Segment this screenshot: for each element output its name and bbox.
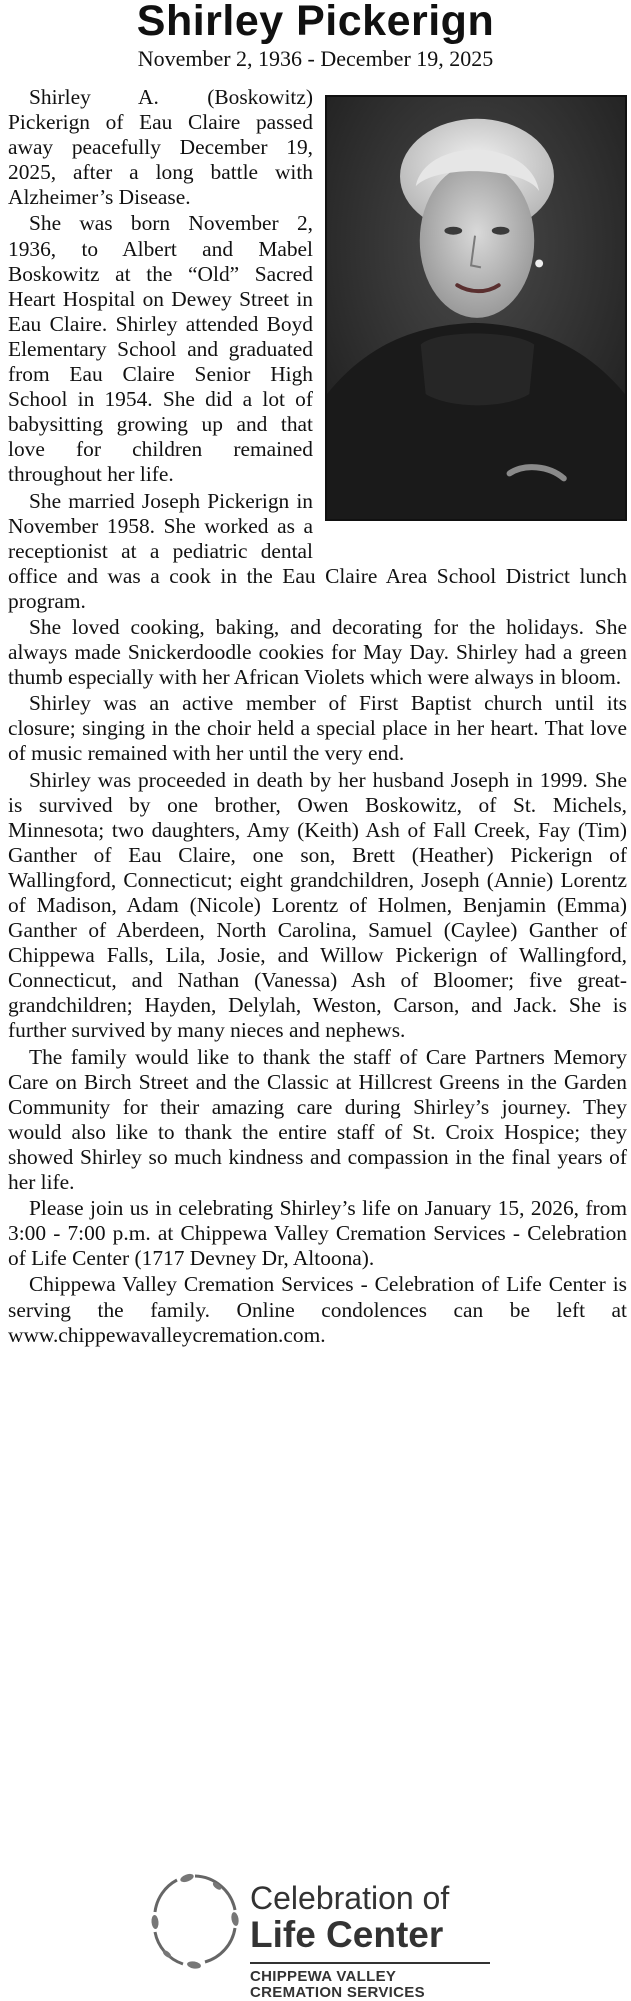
- obituary-dates: November 2, 1936 - December 19, 2025: [137, 46, 494, 71]
- paragraph-church: Shirley was an active member of First Baptist church until its closure; singing in the choir held a special place in her heart. That love of music remained with her until the very end.: [8, 691, 627, 766]
- paragraph-early-life: She was born November 2, 1936, to Albert and Mabel Boskowitz at the “Old” Sacred Heart Hospital on Dewey Street in Eau Claire. Shirley attended Boyd Elementary School and graduated from Eau Claire Senior High School in 1954. She did a lot of babysitting growing up and that love for children remained throughout her life.: [8, 211, 313, 487]
- paragraph-hobbies: She loved cooking, baking, and decorating for the holidays. She always made Snickerdoodle cookies for May Day. Shirley had a green thumb especially with her African Violets which were always in bloom.: [8, 614, 627, 690]
- logo-line-celebration: Celebration of: [250, 1880, 450, 1916]
- paragraph-intro: Shirley A. (Boskowitz) Pickerign of Eau Claire passed away peacefully December 19, 2025, after a long battle with Alzheimer’s Disease.: [8, 85, 313, 210]
- obituary-name: Shirley Pickerign: [136, 0, 495, 45]
- leaf-circle-icon: [147, 1870, 243, 1974]
- paragraph-service: Please join us in celebrating Shirley’s life on January 15, 2026, from 3:00 - 7:00 p.m. at Chippewa Valley Cremation Services - Celebration of Life Center (1717 Devney Dr, Altoona).: [8, 1196, 627, 1271]
- paragraph-thanks: The family would like to thank the staff of Care Partners Memory Care on Birch Street and the Classic at Hillcrest Greens in the Garden Community for their amazing care during Shirley’s journey. They would also like to thank the entire staff of St. Croix Hospice; they showed Shirley so much kindness and compassion in the final years of her life.: [8, 1044, 627, 1195]
- paragraph-condolences: Chippewa Valley Cremation Services - Celebration of Life Center is serving the family. Online condolences can be left at www.chippewavalleycremation.com.: [8, 1272, 627, 1347]
- logo-divider: [250, 1962, 490, 1964]
- funeral-home-logo: [140, 1870, 500, 2001]
- paragraph-marriage-work: She married Joseph Pickerign in November 1958. She worked as a receptionist at a pediatric dental office and was a cook in the Eau Claire Area School District lunch program.: [8, 488, 627, 613]
- logo-sub-cremation: CREMATION SERVICES: [250, 1984, 425, 2001]
- paragraph-family: Shirley was proceeded in death by her husband Joseph in 1999. She is survived by one brother, Owen Boskowitz, of St. Michels, Minnesota; two daughters, Amy (Keith) Ash of Fall Creek, Fay (Tim) Ganther of Eau Claire, one son, Brett (Heather) Pickerign of Wallingford, Connecticut; eight grandchildren, Joseph (Annie) Lorentz of Madison, Adam (Nicole) Lorentz of Holmen, Benjamin (Emma) Ganther of Aberdeen, North Carolina, Samuel (Caylee) Ganther of Chippewa Falls, Lila, Josie, and Willow Pickerign of Wallingford, Connecticut, and Nathan (Vanessa) Ash of Bloomer; five great-grandchildren; Hayden, Delylah, Weston, Carson, and Jack. She is further survived by many nieces and nephews.: [8, 767, 627, 1043]
- obituary-body: [8, 85, 627, 1349]
- photo-wrap-space: [313, 85, 627, 555]
- logo-line-life-center: Life Center: [250, 1914, 444, 1955]
- logo-sub-chippewa: CHIPPEWA VALLEY: [250, 1968, 397, 1985]
